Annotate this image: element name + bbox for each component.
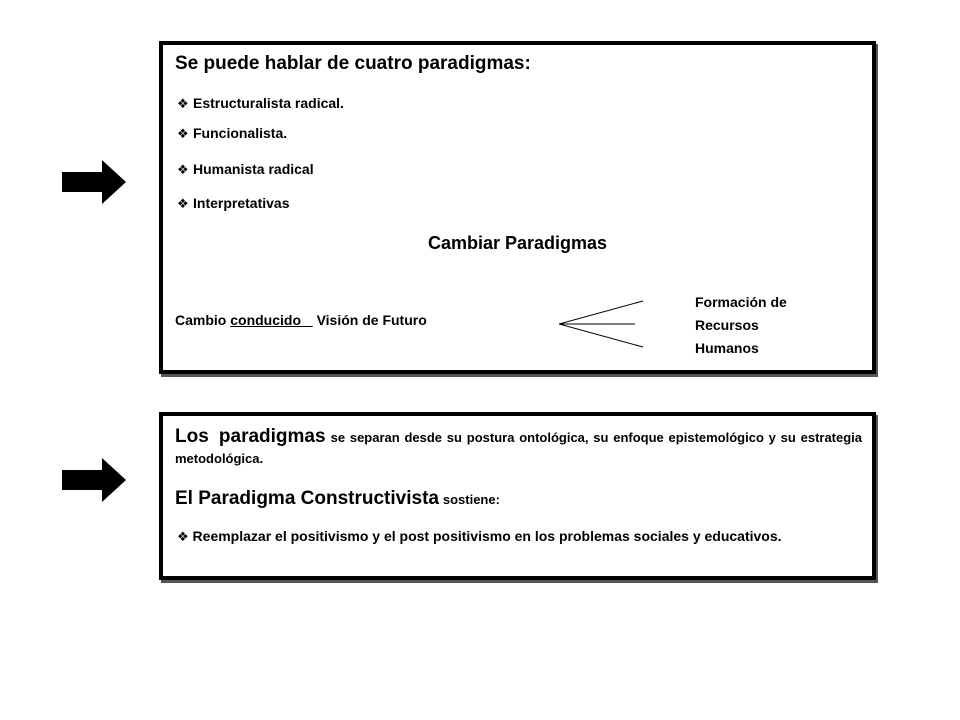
diamond-bullet-icon: ❖ bbox=[177, 162, 189, 177]
list-item: ❖ Interpretativas bbox=[177, 195, 290, 211]
list-item: ❖ Funcionalista. bbox=[177, 125, 288, 141]
subtitle: Cambiar Paradigmas bbox=[427, 233, 608, 253]
list-item: ❖ Reemplazar el positivismo y el post positivismo en los problemas sociales y educativos. bbox=[177, 528, 782, 544]
right-arrow-icon bbox=[62, 160, 126, 204]
fan-lines-diagram bbox=[559, 299, 649, 349]
right-arrow-icon bbox=[62, 458, 126, 502]
list-item: ❖ Humanista radical bbox=[177, 161, 314, 177]
paragraph: El Paradigma Constructivista sostiene: bbox=[175, 488, 500, 509]
paradigms-box bbox=[159, 41, 876, 374]
diamond-bullet-icon: ❖ bbox=[177, 529, 189, 544]
diamond-bullet-icon: ❖ bbox=[177, 196, 189, 211]
constructivist-box bbox=[159, 412, 876, 580]
diamond-bullet-icon: ❖ bbox=[177, 126, 189, 141]
diamond-bullet-icon: ❖ bbox=[177, 96, 189, 111]
cambio-line: Cambio conducido Visión de Futuro bbox=[175, 312, 427, 328]
formacion-label: Formación de Recursos Humanos bbox=[695, 294, 787, 356]
paragraph: Los paradigmas se separan desde su postura ontológica, su enfoque epistemológico y su estrategia metodológica. bbox=[175, 426, 863, 466]
list-item: ❖ Estructuralista radical. bbox=[177, 95, 344, 111]
box-title: Se puede hablar de cuatro paradigmas: bbox=[175, 53, 531, 74]
